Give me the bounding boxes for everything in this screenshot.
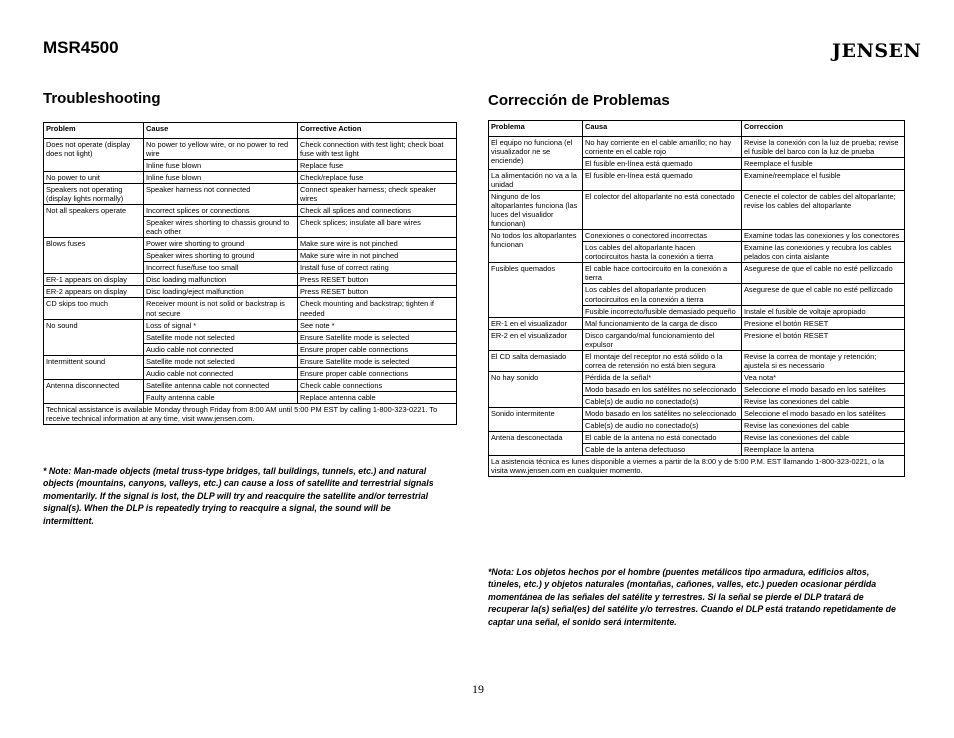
action-cell: Examine/reemplace el fusible [742,170,905,191]
action-cell: Revise la conexión con la luz de prueba; revise el fusible del barco con la luz de prueba [742,137,905,158]
action-cell: Reemplace la antena [742,443,905,455]
problem-cell: ER-2 en el visualizador [489,329,583,350]
problem-cell: El equipo no funciona (el visualizador ne se enciende) [489,137,583,170]
cause-cell: El cable de la antena no está conectado [583,431,742,443]
problem-cell: ER-1 en el visualizador [489,317,583,329]
problem-cell: Antena desconectada [489,431,583,455]
cause-cell: Receiver mount is not solid or backstrap is not secure [144,298,298,319]
action-cell: Ensure Satellite mode is selected [298,331,457,343]
table-row [44,139,457,160]
problem-cell: Speakers not operating (display lights normally) [44,184,144,205]
column-header: Corrective Action [298,123,457,135]
action-cell: Check cable connections [298,379,457,391]
cause-cell: Conexiones o conectored incorrectas [583,230,742,242]
cause-cell: Modo basado en los satélites no seleccionado [583,383,742,395]
cause-cell: Pérdida de la señal* [583,371,742,383]
cause-cell: No hay corriente en el cable amarillo; no hay corriente en el cable rojo [583,137,742,158]
action-cell: Presione el botón RESET [742,329,905,350]
table-row [44,379,457,391]
cause-cell: Inline fuse blown [144,172,298,184]
table-header [44,123,457,135]
table-row [489,407,905,419]
cause-cell: Speaker wires shorting to ground [144,250,298,262]
cause-cell: Audio cable not connected [144,343,298,355]
cause-cell: Satellite mode not selected [144,355,298,367]
correccion-title: Corrección de Problemas [488,92,670,109]
cause-cell: Loss of signal * [144,319,298,331]
cause-cell: Incorrect splices or connections [144,205,298,217]
action-cell: Replace antenna cable [298,391,457,403]
action-cell: Make sure wire is not pinched [298,238,457,250]
table-row [44,274,457,286]
cause-cell: Satellite mode not selected [144,331,298,343]
action-cell: Revise las conexiones del cable [742,395,905,407]
cause-cell: Mal funcionamiento de la carga de disco [583,317,742,329]
column-header: Correccion [742,121,905,133]
brand-logo: JENSEN [832,40,922,62]
problem-cell: No sound [44,319,144,355]
table-row [489,137,905,158]
correccion-note: *Nota: Los objetos hechos por el hombre (puentes metálicos tipo armadura, edificios altos, túneles, etc.) y objetos naturales (montañas, cañones, valles, etc.) pueden ocasionar pérdida momentánea de las señales del satélite y terrestres. Si la señal se pierde el DLP tratará de recuperar la(s) señal(es) del satélite y/o terrestres. Cuando el DLP está tratando repetidamente de captar una señal, el sonido será intermitente. [488,567,896,627]
action-cell: Cenecte el colector de cables del altoparlante; revise los cables del altoparlante [742,191,905,230]
table-row [489,263,905,284]
table-row [44,319,457,331]
cause-cell: Disc loading/eject malfunction [144,286,298,298]
cause-cell: Faulty antenna cable [144,391,298,403]
cause-cell: El cable hace cortocircuito en la conexión a tierra [583,263,742,284]
problem-cell: Sonido intermitente [489,407,583,431]
action-cell: Check all splices and connections [298,205,457,217]
page-number: 19 [472,682,484,696]
cause-cell: Power wire shorting to ground [144,238,298,250]
cause-cell: Modo basado en los satélites no seleccionado [583,407,742,419]
troubleshooting-table [43,122,457,425]
problem-cell: ER-2 appears on display [44,286,144,298]
action-cell: Revise las conexiones del cable [742,419,905,431]
problem-cell: Not all speakers operate [44,205,144,238]
action-cell: Ensure proper cable connections [298,367,457,379]
action-cell: Revise la correa de montaje y retención; ajustela si es necessario [742,350,905,371]
problem-cell: No todos los altoparlantes funcionan [489,230,583,263]
cause-cell: Los cables del altoparlante producen cortocircuitos en la conexión a tierra [583,284,742,305]
problem-cell: El CD salta demasiado [489,350,583,371]
cause-cell: El fusible en-línea está quemado [583,158,742,170]
action-cell: Seleccione el modo basado en los satélites [742,407,905,419]
cause-cell: Disco cargando/mal funcionamiento del expulsor [583,329,742,350]
cause-cell: Speaker harness not connected [144,184,298,205]
problem-cell: La alimentación no va a la unidad [489,170,583,191]
table-row [489,329,905,350]
action-cell: Install fuse of correct rating [298,262,457,274]
table-row [489,431,905,443]
cause-cell: Audio cable not connected [144,367,298,379]
cause-cell: Los cables del altoparlante hacen cortocircuitos hasta la conexión a tierra [583,242,742,263]
cause-cell: El colector del altoparlante no está conectado [583,191,742,230]
action-cell: Presione el botón RESET [742,317,905,329]
action-cell: Vea nota* [742,371,905,383]
problem-cell: Does not operate (display does not light) [44,139,144,172]
action-cell: Check splices; insulate all bare wires [298,217,457,238]
action-cell: Examine todas las conexiones y los conectores [742,230,905,242]
model-name: MSR4500 [43,38,119,57]
cause-cell: El montaje del receptor no está sólido o la correa de retensión no está bien segura [583,350,742,371]
problem-cell: CD skips too much [44,298,144,319]
action-cell: Instale el fusible de voltaje apropiado [742,305,905,317]
column-header: Problema [489,121,583,133]
cause-cell: Fusible incorrecto/fusible demasiado pequeño [583,305,742,317]
table-row [489,170,905,191]
problem-cell: Ninguno de los altoparlantes funciona (las luces del visualidor funcionan) [489,191,583,230]
cause-cell: Cable(s) de audio no conectado(s) [583,395,742,407]
table-row [44,286,457,298]
problem-cell: Blows fuses [44,238,144,274]
problem-cell: No hay sonido [489,371,583,407]
cause-cell: No power to yellow wire, or no power to red wire [144,139,298,160]
table-row [489,350,905,371]
table-row [489,371,905,383]
cause-cell: Incorrect fuse/fuse too small [144,262,298,274]
action-cell: See note * [298,319,457,331]
table-footer-row [489,455,905,476]
action-cell: Ensure Satellite mode is selected [298,355,457,367]
table-row [44,205,457,217]
tech-assistance-text: La asistencia técnica es lunes disponible a viernes a partir de la 8:00 y de 5:00 P.M. EST llamando 1-800-323-0221, o la visita www.jensen.com en cualquier momento. [489,455,905,476]
action-cell: Asegurese de que el cable no esté pellizcado [742,263,905,284]
action-cell: Check mounting and backstrap; tighten if needed [298,298,457,319]
cause-cell: El fusible en-línea está quemado [583,170,742,191]
correccion-table [488,120,905,477]
problem-cell: Antenna disconnected [44,379,144,403]
cause-cell: Disc loading malfunction [144,274,298,286]
troubleshooting-note: * Note: Man-made objects (metal truss-type bridges, tall buildings, tunnels, etc.) and natural objects (mountains, canyons, valleys, etc.) can cause a loss of satellite and terrestrial signals momentarily. If the signal is lost, the DLP will try and reacquire the satellite and/or terrestrial signal(s). When the DLP is repeatedly trying to reacquire a signal, the sound will be intermittent. [43,466,434,526]
table-row [44,184,457,205]
action-cell: Examine las conexiones y recubra los cables pelados con cinta aislante [742,242,905,263]
column-header: Causa [583,121,742,133]
action-cell: Reemplace el fusible [742,158,905,170]
column-header: Cause [144,123,298,135]
cause-cell: Inline fuse blown [144,160,298,172]
table-row [489,317,905,329]
table-row [44,238,457,250]
action-cell: Check connection with test light; check boat fuse with test light [298,139,457,160]
problem-cell: No power to unit [44,172,144,184]
action-cell: Asegurese de que el cable no esté pellizcado [742,284,905,305]
cause-cell: Satellite antenna cable not connected [144,379,298,391]
cause-cell: Cable(s) de audio no conectado(s) [583,419,742,431]
problem-cell: ER-1 appears on display [44,274,144,286]
table-header [489,121,905,133]
table-row [44,355,457,367]
table-footer-row [44,403,457,424]
table-row [44,298,457,319]
action-cell: Seleccione el modo basado en los satélites [742,383,905,395]
cause-cell: Speaker wires shorting to chassis ground to each other [144,217,298,238]
action-cell: Press RESET button [298,274,457,286]
column-header: Problem [44,123,144,135]
cause-cell: Cable de la antena defectuoso [583,443,742,455]
table-row [44,172,457,184]
action-cell: Check/replace fuse [298,172,457,184]
action-cell: Make sure wire in not pinched [298,250,457,262]
problem-cell: Fusibles quemados [489,263,583,317]
troubleshooting-title: Troubleshooting [43,90,161,107]
table-row [489,230,905,242]
action-cell: Press RESET button [298,286,457,298]
action-cell: Connect speaker harness; check speaker wires [298,184,457,205]
table-row [489,191,905,230]
action-cell: Revise las conexiones del cable [742,431,905,443]
tech-assistance-text: Technical assistance is available Monday through Friday from 8:00 AM until 5:00 PM EST by calling 1-800-323-0221. To receive technical information at any time, visit www.jensen.com. [44,403,457,424]
problem-cell: Intermittent sound [44,355,144,379]
action-cell: Replace fuse [298,160,457,172]
action-cell: Ensure proper cable connections [298,343,457,355]
